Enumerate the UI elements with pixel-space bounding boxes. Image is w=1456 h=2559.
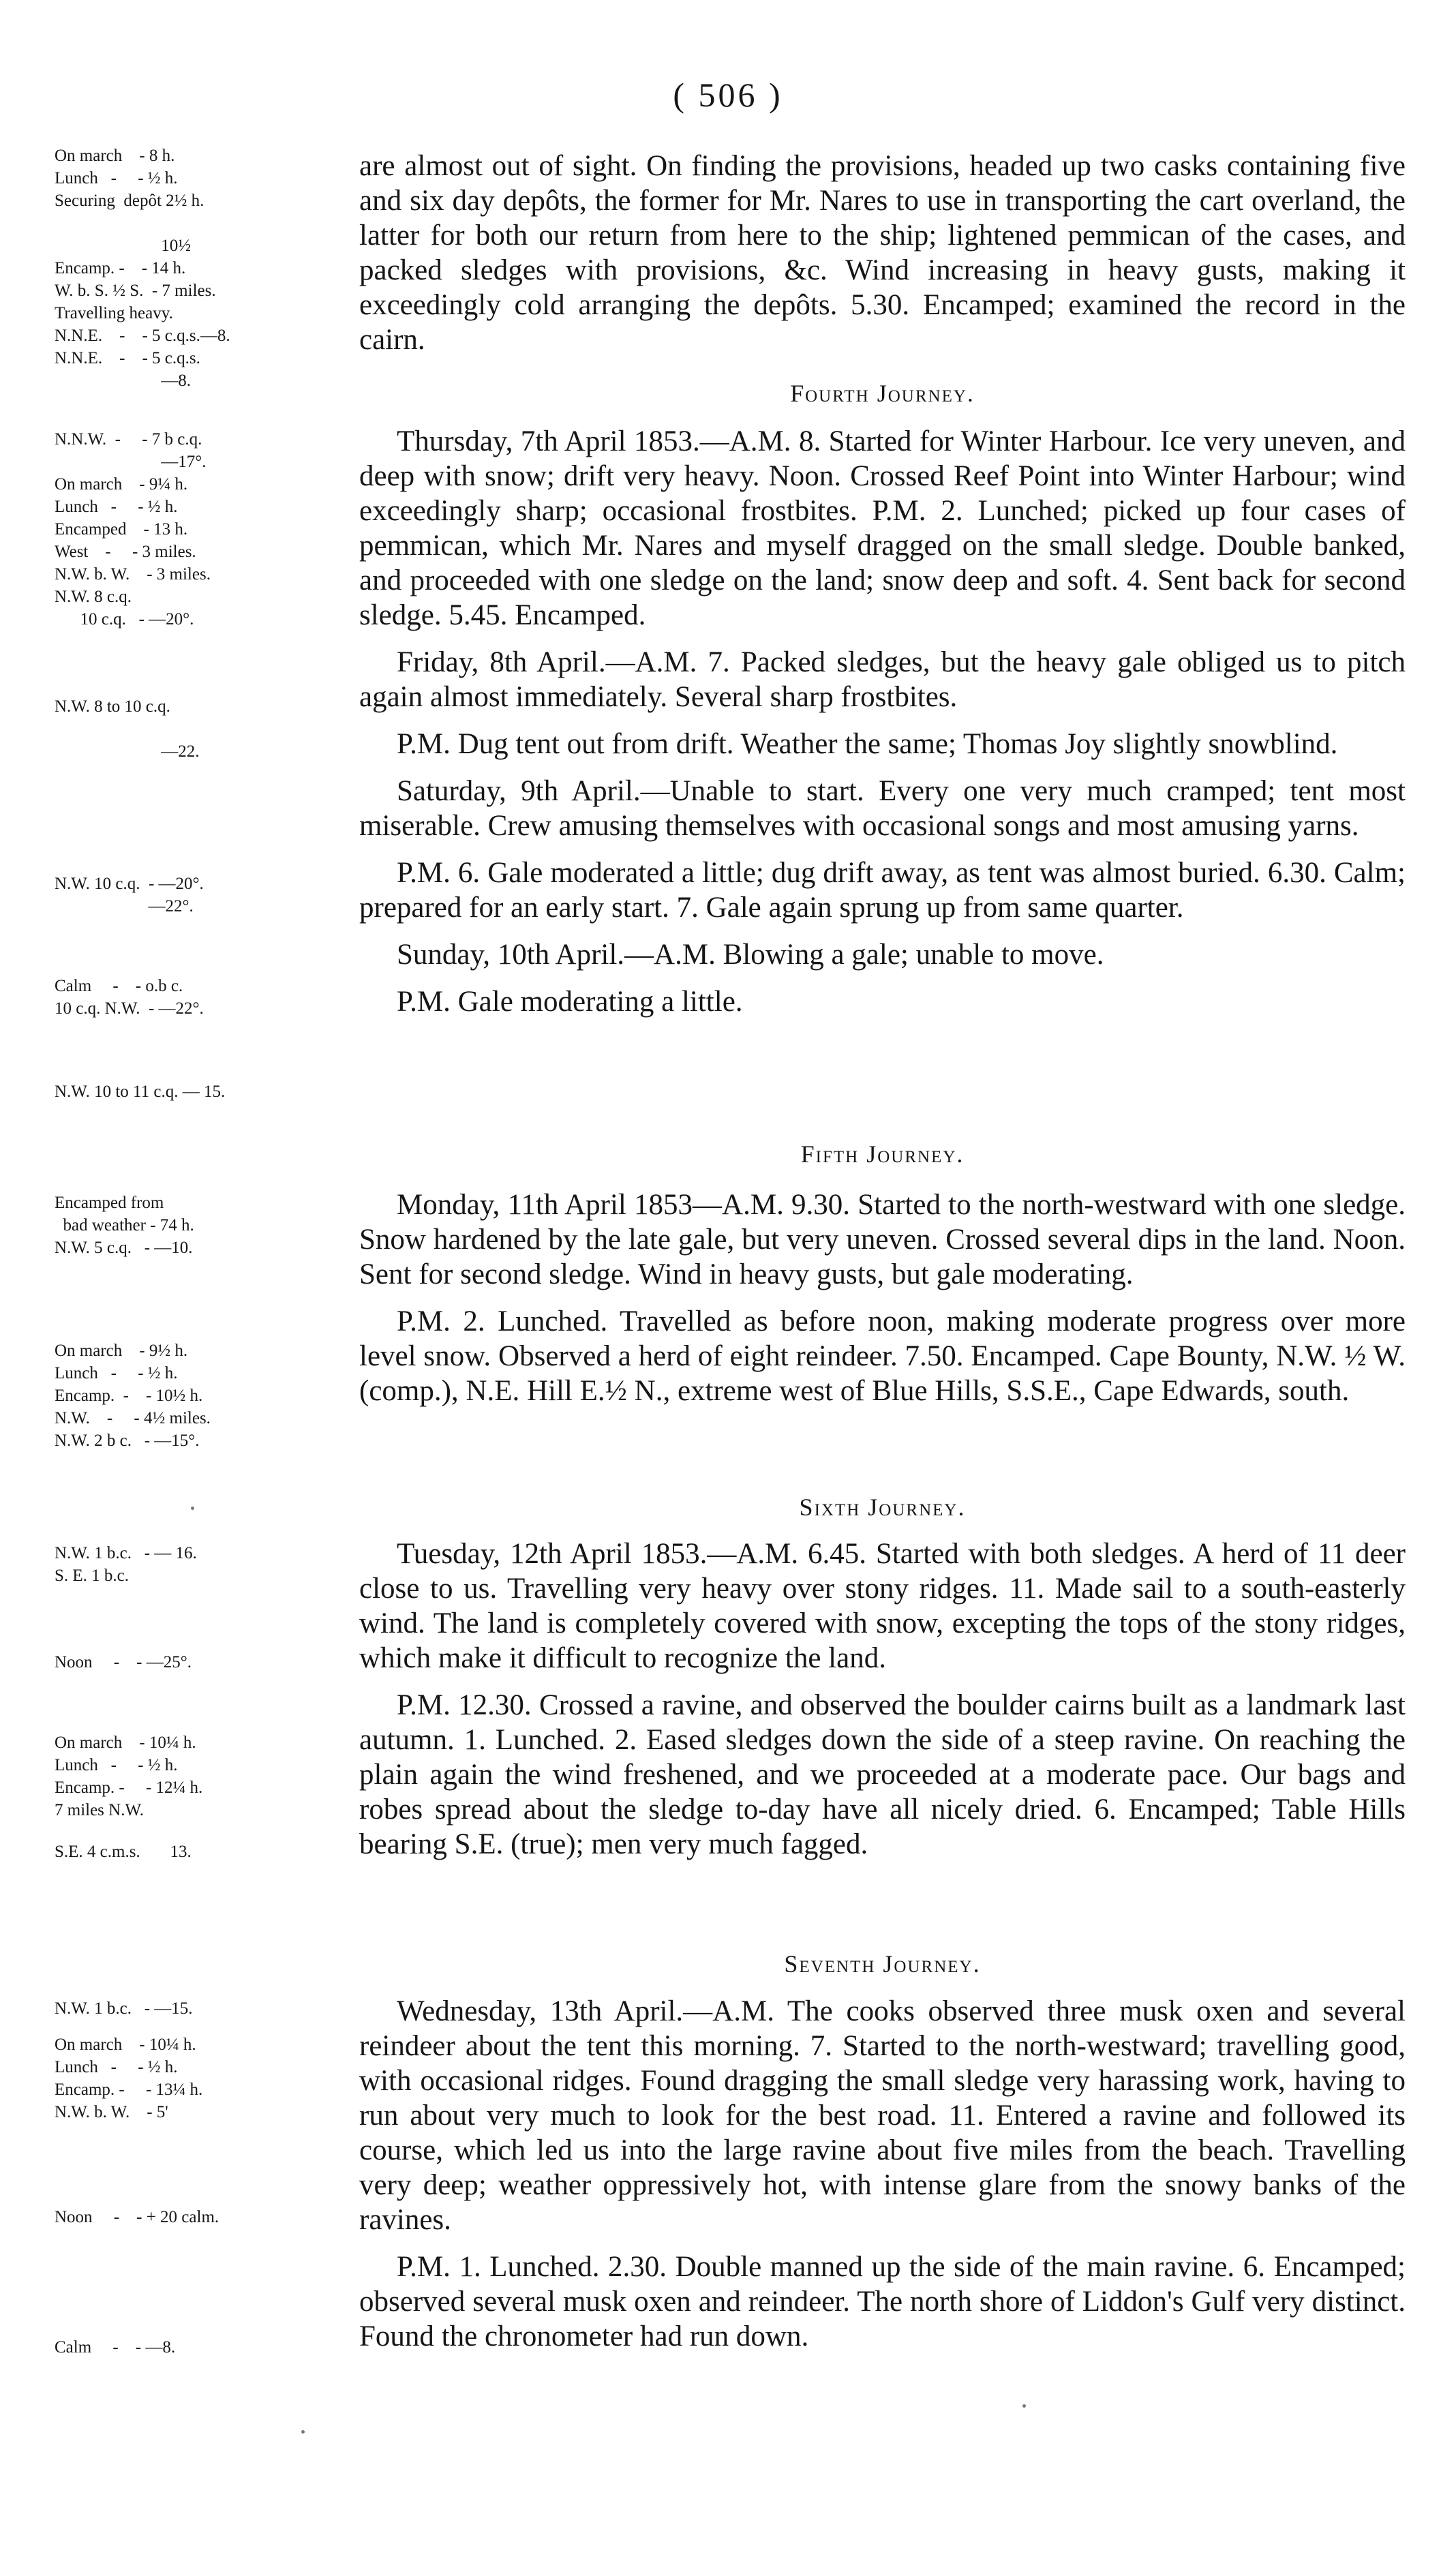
- text-block: [359, 424, 1406, 1031]
- page-speck: [191, 1506, 194, 1510]
- section-heading: Fifth Journey.: [800, 1140, 965, 1168]
- section-heading: Seventh Journey.: [784, 1950, 981, 1978]
- paragraph: Friday, 8th April.—A.M. 7. Packed sledges, but the heavy gale obliged us to pitch again almost immediately. Several sharp frostbites.: [359, 646, 1406, 713]
- paragraph: P.M. Gale moderating a little.: [397, 986, 743, 1018]
- margin-note: On march - 8 h. Lunch - - ½ h. Securing depôt 2½ h. 10½ Encamp. - - 14 h. W. b. S. ½ S. - 7 miles. Travelling heavy. N.N.E. - - 5 c.q.s.—8. N.N.E. - - 5 c.q.s. —8.: [55, 147, 230, 390]
- paragraph: P.M. 2. Lunched. Travelled as before noon, making moderate progress over more level snow. Observed a herd of eight reindeer. 7.50. Encamped. Cape Bounty, N.W. ½ W. (comp.), N.E. Hill E.½ N., extreme west of Blue Hills, S.S.E., Cape Edwards, south.: [359, 1305, 1406, 1407]
- margin-note: S.E. 4 c.m.s. 13.: [55, 1843, 192, 1861]
- margin-note: N.W. 1 b.c. - —15.: [55, 1999, 193, 2018]
- margin-note: N.W. 1 b.c. - — 16. S. E. 1 b.c.: [55, 1544, 197, 1585]
- page-speck: [301, 2430, 305, 2434]
- text-block: [359, 1994, 1406, 2366]
- margin-note: Noon - - —25°.: [55, 1653, 192, 1671]
- section-heading: Sixth Journey.: [799, 1494, 966, 1521]
- margin-note: On march - 10¼ h. Lunch - - ½ h. Encamp. - - 12¼ h. 7 miles N.W.: [55, 1733, 203, 1819]
- text-block: [359, 1536, 1406, 1874]
- margin-note: N.W. 8 to 10 c.q. —22.: [55, 697, 200, 761]
- paragraph: Thursday, 7th April 1853.—A.M. 8. Started for Winter Harbour. Ice very uneven, and deep with snow; drift very heavy. Noon. Crossed Reef Point into Winter Harbour; wind exceedingly sharp; occasional frostbites. P.M. 2. Lunched; picked up four cases of pemmican, which Mr. Nares and myself dragged on the small sledge. Double banked, and proceeded with one sledge on the land; snow deep and soft. 4. Sent back for second sledge. 5.45. Encamped.: [359, 425, 1406, 631]
- paragraph: P.M. 1. Lunched. 2.30. Double manned up the side of the main ravine. 6. Encamped; observed several musk oxen and reindeer. The north shore of Liddon's Gulf very distinct. Found the chronometer had run down.: [359, 2251, 1406, 2352]
- margin-note: Calm - - —8.: [55, 2338, 176, 2357]
- margin-note: On march - 10¼ h. Lunch - - ½ h. Encamp. - - 13¼ h. N.W. b. W. - 5': [55, 2035, 203, 2121]
- paragraph: Wednesday, 13th April.—A.M. The cooks observed three musk oxen and several reindeer about the tent this morning. 7. Started to the north-westward; travelling good, with occasional ridges. Found dragging the small sledge very harassing work, having to run about very much to look for the best road. 11. Entered a ravine and followed its course, which led us into the large ravine about five miles from the beach. Travelling very deep; weather oppressively hot, with intense glare from the snowy banks of the ravines.: [359, 1995, 1406, 2236]
- margin-note: Encamped from bad weather - 74 h. N.W. 5 c.q. - —10.: [55, 1194, 194, 1257]
- paragraph: P.M. 6. Gale moderated a little; dug drift away, as tent was almost buried. 6.30. Calm; prepared for an early start. 7. Gale again sprung up from same quarter.: [359, 857, 1406, 924]
- paragraph: Saturday, 9th April.—Unable to start. Every one very much cramped; tent most miserable. Crew amusing themselves with occasional songs and most amusing yarns.: [359, 775, 1406, 842]
- page-speck: [1022, 2404, 1026, 2408]
- margin-note: N.N.W. - - 7 b c.q. —17°. On march - 9¼ h. Lunch - - ½ h. Encamped - 13 h. West - - 3 miles. N.W. b. W. - 3 miles. N.W. 8 c.q. 10 c.q. - —20°.: [55, 430, 211, 629]
- paragraph: P.M. 12.30. Crossed a ravine, and observed the boulder cairns built as a landmark last autumn. 1. Lunched. 2. Eased sledges down the side of a steep ravine. On reaching the plain again the wind freshened, and we proceeded at a moderate pace. Our bags and robes spread about the sledge to-day have all nicely dried. 6. Encamped; Table Hills bearing S.E. (true); men very much fagged.: [359, 1689, 1406, 1860]
- text-block: [359, 149, 1406, 369]
- paragraph: Sunday, 10th April.—A.M. Blowing a gale; unable to move.: [397, 939, 1104, 971]
- margin-note: Calm - - o.b c. 10 c.q. N.W. - —22°.: [55, 977, 204, 1018]
- page-number: ( 506 ): [673, 76, 783, 114]
- margin-note: On march - 9½ h. Lunch - - ½ h. Encamp. - - 10½ h. N.W. - - 4½ miles. N.W. 2 b c. - —15°.: [55, 1342, 211, 1450]
- paragraph: are almost out of sight. On finding the provisions, headed up two casks containing five and six day depôts, the former for Mr. Nares to use in transporting the cart overland, the latter for both our return from here to the ship; lightened pemmican of the cases, and packed sledges with provisions, &c. Wind increasing in heavy gusts, making it exceedingly cold arranging the depôts. 5.30. Encamped; examined the record in the cairn.: [359, 150, 1406, 356]
- margin-note: Noon - - + 20 calm.: [55, 2208, 219, 2226]
- paragraph: P.M. Dug tent out from drift. Weather the same; Thomas Joy slightly snowblind.: [397, 728, 1338, 760]
- paragraph: Tuesday, 12th April 1853.—A.M. 6.45. Started with both sledges. A herd of 11 deer close to us. Travelling very heavy over stony ridges. 11. Made sail to a south-easterly wind. The land is completely covered with snow, excepting the tops of the stony ridges, which make it difficult to recognize the land.: [359, 1538, 1406, 1674]
- margin-note: N.W. 10 c.q. - —20°. —22°.: [55, 875, 204, 915]
- margin-note: N.W. 10 to 11 c.q. — 15.: [55, 1082, 226, 1101]
- paragraph: Monday, 11th April 1853—A.M. 9.30. Started to the north-westward with one sledge. Snow hardened by the late gale, but very uneven. Crossed several dips in the land. Noon. Sent for second sledge. Wind in heavy gusts, but gale moderating.: [359, 1189, 1406, 1290]
- text-block: [359, 1187, 1406, 1421]
- section-heading: Fourth Journey.: [790, 380, 975, 407]
